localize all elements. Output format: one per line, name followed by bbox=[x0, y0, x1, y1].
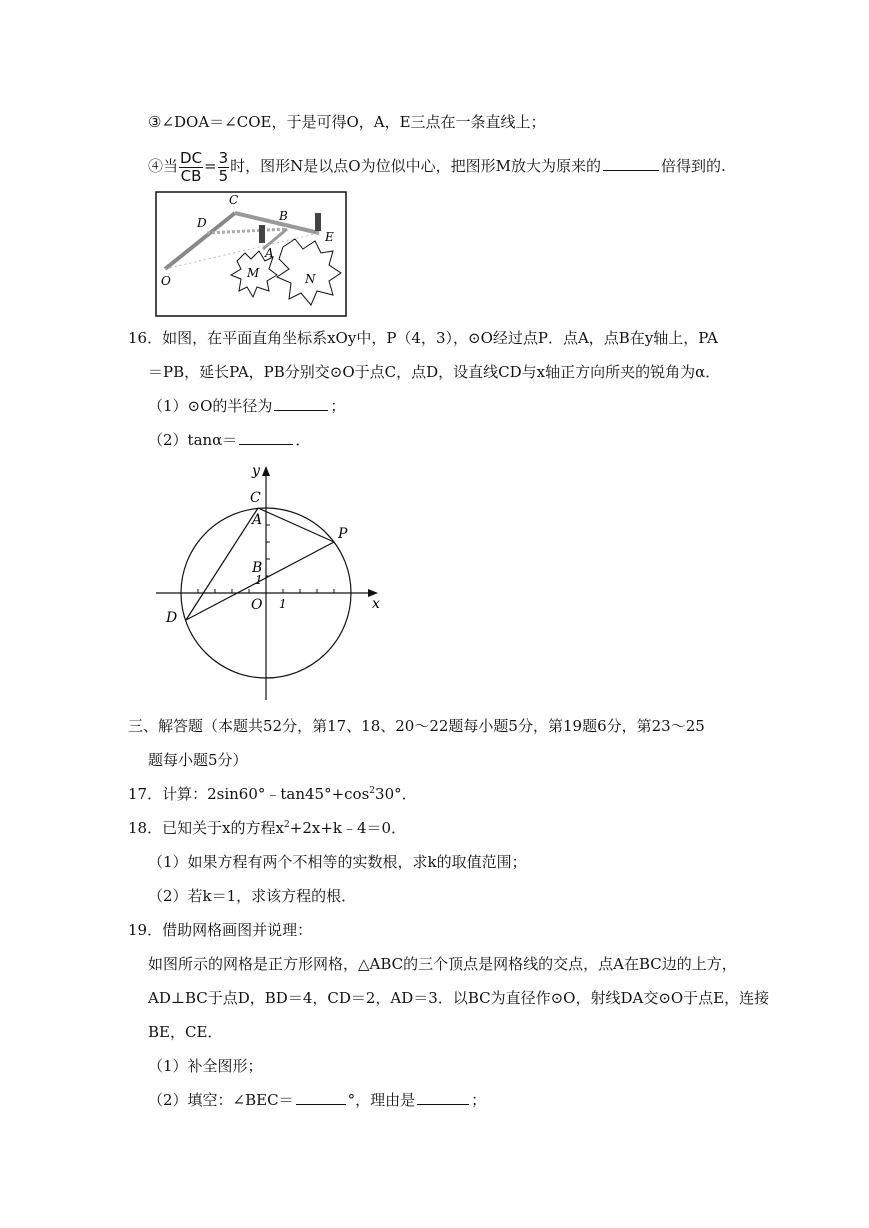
equals-sign: = bbox=[204, 157, 217, 175]
q16-sub-1 bbox=[148, 396, 345, 416]
item-4-line bbox=[148, 146, 726, 186]
answer-blank-angle[interactable] bbox=[296, 1090, 346, 1105]
q16-sub-1-text: （1）⊙O的半径为 bbox=[148, 397, 273, 415]
item-4-prefix: ④当 bbox=[148, 157, 179, 175]
q19-sub-2-end: ； bbox=[471, 1091, 487, 1109]
label-y: y bbox=[252, 463, 260, 479]
q16-line-2: ＝PB，延长PA，PB分别交⊙O于点C，点D，设直线CD与x轴正方向所夹的锐角为α． bbox=[148, 363, 721, 381]
item-3-text: ③∠DOA＝∠COE，于是可得O，A，E三点在一条直线上； bbox=[148, 113, 546, 131]
section-3-line-2: 题每小题5分） bbox=[148, 751, 248, 769]
q18-sub-2: （2）若k＝1，求该方程的根． bbox=[148, 887, 357, 905]
label-d: D bbox=[166, 610, 178, 626]
answer-blank-reason[interactable] bbox=[417, 1090, 469, 1105]
label-c: C bbox=[250, 490, 261, 506]
q18-pre: 18．已知关于x的方程x bbox=[128, 819, 285, 837]
label-c: C bbox=[229, 193, 239, 207]
segment-cd bbox=[186, 508, 258, 620]
q19-title: 19．借助网格画图并说理： bbox=[128, 921, 313, 939]
q19-sub-2-pre: （2）填空：∠BEC＝ bbox=[148, 1091, 294, 1109]
q16-line-1: 16．如图，在平面直角坐标系xOy中，P（4，3），⊙O经过点P．点A，点B在y轴上，PA bbox=[128, 329, 718, 347]
q19-sub-2 bbox=[148, 1090, 486, 1110]
q19-line-3: BE，CE． bbox=[148, 1023, 223, 1041]
label-o: O bbox=[161, 274, 171, 288]
fraction-dc-cb bbox=[179, 150, 203, 185]
section-3-line-1: 三、解答题（本题共52分，第17、18、20～22题每小题5分，第19题6分，第23～25 bbox=[128, 717, 705, 735]
q16-sub-2-text: （2）tanα＝ bbox=[148, 431, 238, 449]
label-a: A bbox=[265, 246, 274, 260]
fraction-dc: DC bbox=[180, 148, 203, 167]
pantograph-figure bbox=[155, 191, 347, 317]
q19-sub-2-mid: °，理由是 bbox=[347, 1091, 416, 1109]
fraction-3: 3 bbox=[218, 148, 229, 167]
answer-blank-tan[interactable] bbox=[239, 430, 293, 445]
q17-sup: 2 bbox=[369, 786, 376, 796]
fraction-3-5 bbox=[218, 150, 230, 185]
q17-pre: 17．计算：2sin60°﹣tan45°+cos bbox=[128, 785, 370, 803]
label-x: x bbox=[372, 596, 380, 612]
label-o: O bbox=[251, 597, 263, 613]
q16-sub-2-end: ． bbox=[295, 431, 311, 449]
q18-sup: 2 bbox=[284, 820, 290, 830]
answer-blank-scale[interactable] bbox=[603, 156, 659, 171]
q18-post: +2x+k﹣4＝0． bbox=[289, 819, 407, 837]
item-4-suffix: 时，图形N是以点O为位似中心，把图形M放大为原来的 bbox=[230, 157, 601, 175]
label-n: N bbox=[305, 272, 316, 286]
label-e: E bbox=[325, 230, 334, 244]
label-b: B bbox=[252, 560, 263, 576]
q18-line bbox=[128, 818, 406, 838]
q16-sub-2 bbox=[148, 430, 310, 450]
y-axis-arrow bbox=[262, 466, 270, 476]
label-b: B bbox=[279, 209, 288, 223]
pen-a bbox=[259, 225, 265, 243]
label-p: P bbox=[338, 526, 348, 542]
pen-e bbox=[315, 213, 321, 231]
circle-coordinate-figure bbox=[152, 462, 392, 702]
q16-sub-1-end: ； bbox=[330, 397, 346, 415]
answer-blank-radius[interactable] bbox=[274, 396, 328, 411]
label-d: D bbox=[197, 216, 207, 230]
q19-sub-1: （1）补全图形； bbox=[148, 1057, 263, 1075]
label-m: M bbox=[247, 266, 260, 280]
item-4-end: 倍得到的. bbox=[660, 157, 726, 175]
fraction-cb: CB bbox=[180, 166, 202, 185]
label-a: A bbox=[252, 512, 263, 528]
q18-sub-1: （1）如果方程有两个不相等的实数根，求k的取值范围； bbox=[148, 853, 527, 871]
q17-line bbox=[128, 784, 417, 804]
label-x-one: 1 bbox=[279, 597, 287, 611]
label-y-one: 1 bbox=[255, 573, 263, 587]
q17-post: 30°． bbox=[375, 785, 417, 803]
fraction-5: 5 bbox=[218, 166, 229, 185]
q19-line-2: AD⊥BC于点D，BD＝4，CD＝2，AD＝3．以BC为直径作⊙O，射线DA交⊙O于点E，连接 bbox=[148, 989, 770, 1007]
q19-line-1: 如图所示的网格是正方形网格，△ABC的三个顶点是网格线的交点，点A在BC边的上方， bbox=[148, 955, 737, 973]
